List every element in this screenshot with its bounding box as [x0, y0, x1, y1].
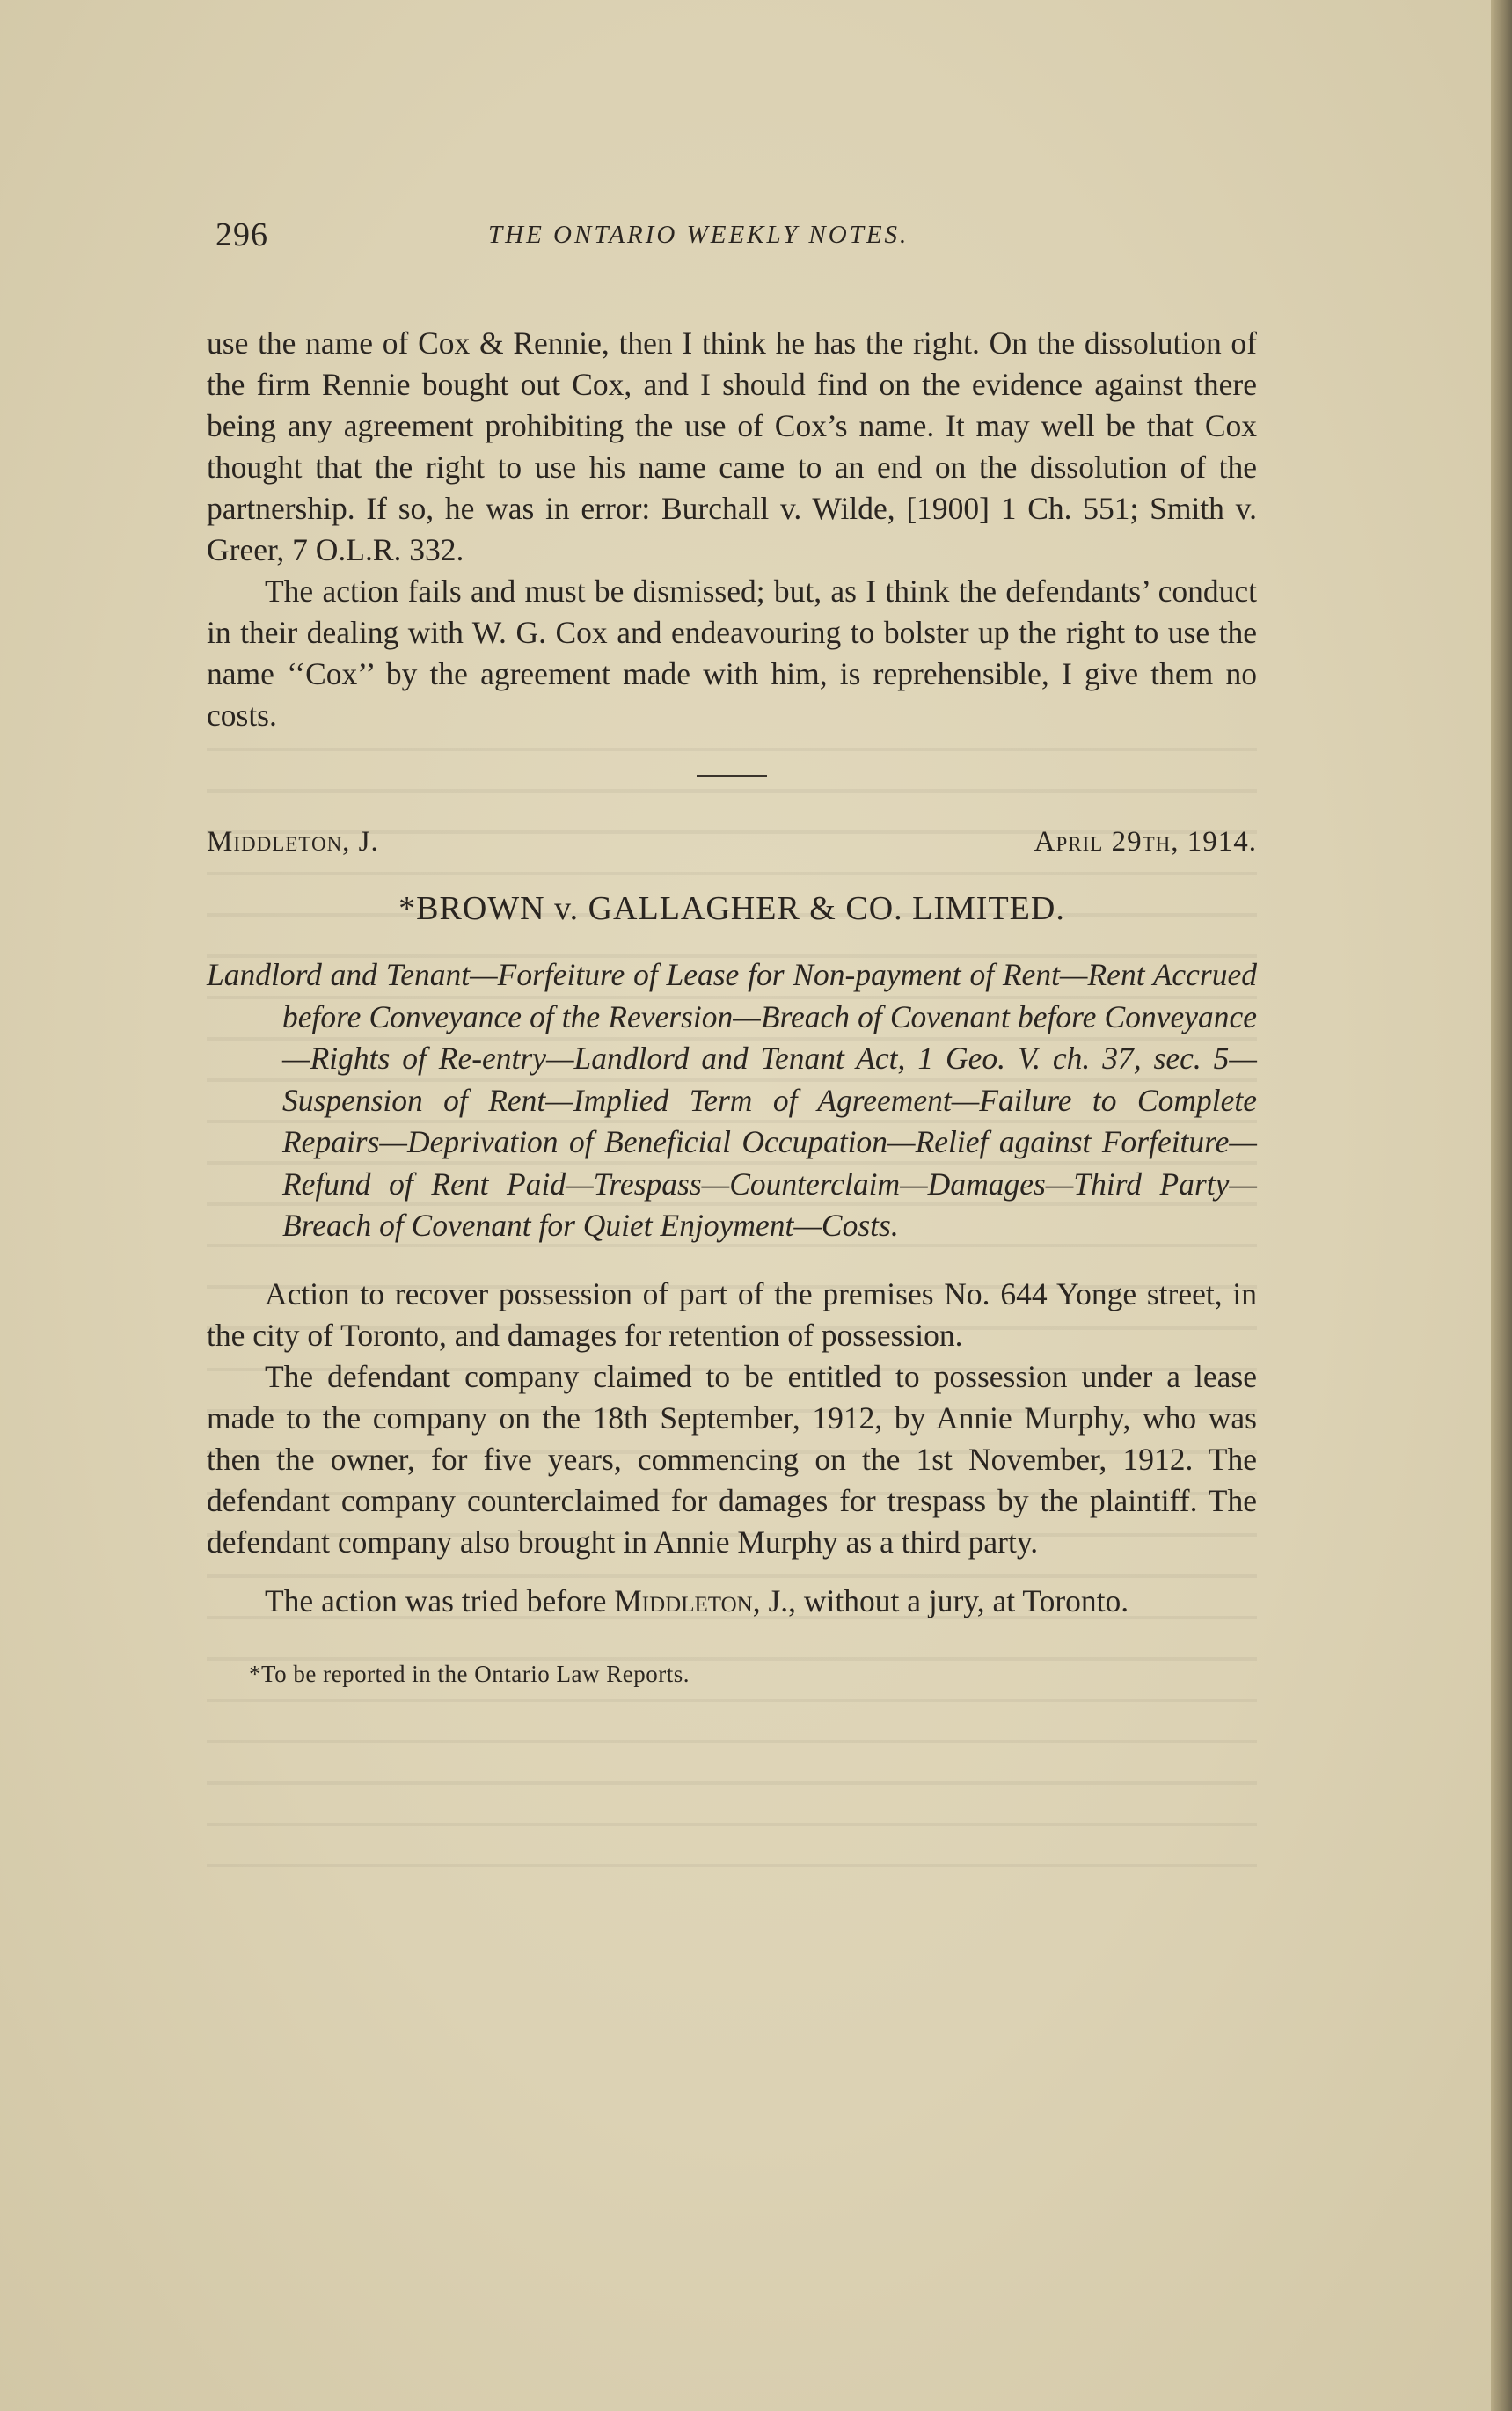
trial-prefix: The action was tried before: [265, 1582, 615, 1618]
case-paragraph-trial: [207, 1581, 1257, 1622]
case-meta: [207, 826, 1257, 865]
case-judge: Middleton, J.: [207, 826, 379, 858]
running-title: THE ONTARIO WEEKLY NOTES.: [488, 221, 909, 249]
case-paragraph-action: Action to recover possession of part of the premises No. 644 Yonge street, in the city of Toronto, and damages for retention of possession.: [207, 1275, 1257, 1353]
judgment-paragraph: The action fails and must be dismissed; but, as I think the defendants’ conduct in their dealing with W. G. Cox and endeavouring to bolster up the right to use the name ‘‘Cox’’ by the agreement made with him, is reprehensible, I give them no costs.: [207, 574, 1257, 733]
continued-paragraph: use the name of Cox & Rennie, then I think he has the right. On the dissolution of the firm Rennie bought out Cox, and I should find on the evidence against there being any agreement prohibiting the use of Cox’s name. It may well be that Cox thought that the right to use his name came to an end on the dissolution of the partnership. If so, he was in error: Burchall v. Wilde, [1900] 1 Ch. 551; Smith v. Greer, 7 O.L.R. 332.: [207, 325, 1257, 567]
trial-judge: Middleton: [614, 1582, 753, 1618]
section-divider: [697, 775, 767, 777]
page-edge-shadow: [1491, 0, 1512, 2411]
paragraph-gap: [207, 1563, 1257, 1581]
case-date: April 29th, 1914.: [1034, 826, 1257, 858]
page-number: 296: [215, 216, 268, 253]
case-title: *BROWN v. GALLAGHER & CO. LIMITED.: [398, 890, 1065, 927]
footnote: *To be reported in the Ontario Law Reports.: [249, 1660, 690, 1687]
case-headnote: Landlord and Tenant—Forfeiture of Lease for Non-payment of Rent—Rent Accrued before Conveyance of the Reversion—Breach of Covenant before Conveyance—Rights of Re-entry—Landlord and Tenant Act, 1 Geo. V. ch. 37, sec. 5—Suspension of Rent—Implied Term of Agreement—Failure to Complete Repairs—Deprivation of Beneficial Occupation—Relief against Forfeiture—Refund of Rent Paid—Trespass—Counterclaim—Damages—Third Party—Breach of Covenant for Quiet Enjoyment—Costs.: [207, 957, 1257, 1243]
running-header: [207, 216, 1257, 268]
page-content: [207, 216, 1257, 1688]
trial-suffix: , J., without a jury, at Toronto.: [752, 1582, 1129, 1618]
case-paragraph-claim: The defendant company claimed to be entitled to possession under a lease made to the company on the 18th September, 1912, by Annie Murphy, who was then the owner, for five years, commencing on the 1st November, 1912. The defendant company counterclaimed for damages for trespass by the plaintiff. The defendant company also brought in Annie Murphy as a third party.: [207, 1358, 1257, 1560]
